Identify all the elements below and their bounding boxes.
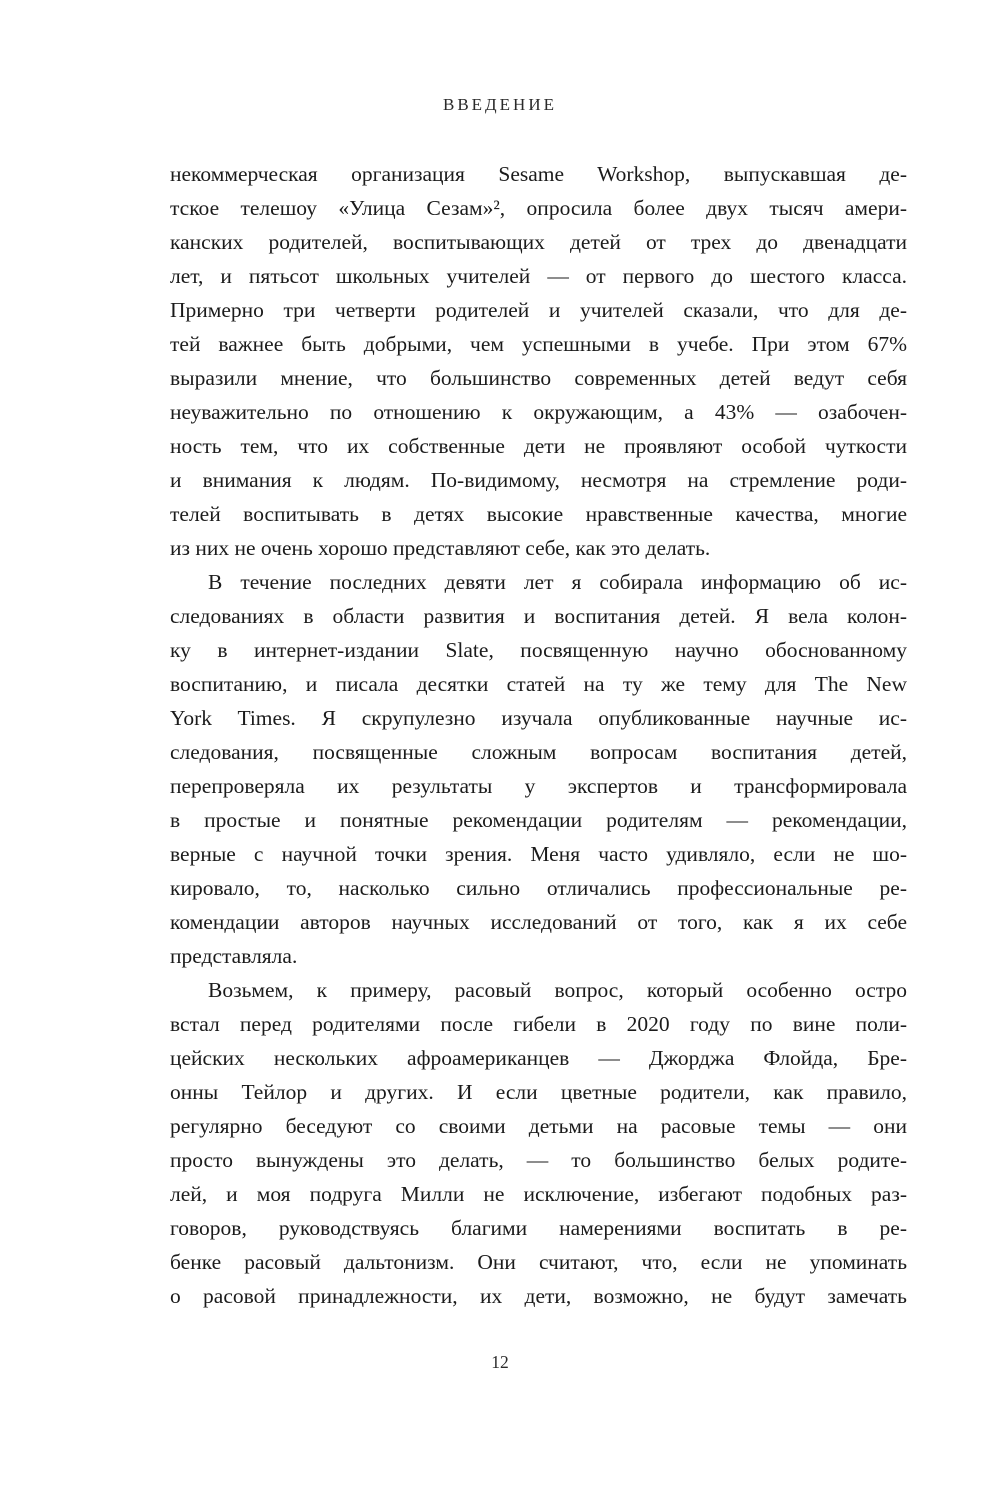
text-line: регулярно беседуют со своими детьми на расовые темы — они: [170, 1114, 907, 1138]
text-line: канских родителей, воспитывающих детей от трех до двенадцати: [170, 230, 907, 254]
text-line: представляла.: [170, 944, 298, 968]
text-line: В течение последних девяти лет я собирала информацию об ис-: [208, 570, 907, 594]
text-line: телей воспитывать в детях высокие нравственные качества, многие: [170, 502, 907, 526]
text-line: тское телешоу «Улица Сезам»², опросила более двух тысяч амери-: [170, 196, 907, 220]
text-line: неуважительно по отношению к окружающим, а 43% — озабочен-: [170, 400, 907, 424]
text-line: Возьмем, к примеру, расовый вопрос, который особенно остро: [208, 978, 907, 1002]
chapter-header: ВВЕДЕНИЕ: [443, 95, 557, 114]
text-line: выразили мнение, что большинство современных детей ведут себя: [170, 366, 907, 390]
paragraph: [170, 973, 907, 1313]
text-line: тей важнее быть добрыми, чем успешными в учебе. При этом 67%: [170, 332, 907, 356]
paragraph: [170, 157, 907, 565]
text-line: некоммерческая организация Sesame Workshop, выпускавшая де-: [170, 162, 907, 186]
page-number: 12: [491, 1352, 509, 1372]
text-line: и внимания к людям. По-видимому, несмотря на стремление роди-: [170, 468, 907, 492]
text-line: Примерно три четверти родителей и учителей сказали, что для де-: [170, 298, 907, 322]
text-line: ность тем, что их собственные дети не проявляют особой чуткости: [170, 434, 907, 458]
text-line: York Times. Я скрупулезно изучала опубликованные научные ис-: [170, 706, 907, 730]
text-line: воспитанию, и писала десятки статей на ту же тему для The New: [170, 672, 907, 696]
text-line: верные с научной точки зрения. Меня часто удивляло, если не шо-: [170, 842, 907, 866]
text-line: ку в интернет-издании Slate, посвященную научно обоснованному: [170, 638, 907, 662]
text-line: говоров, руководствуясь благими намерениями воспитать в ре-: [170, 1216, 907, 1240]
paragraph: [170, 565, 907, 973]
text-line: о расовой принадлежности, их дети, возможно, не будут замечать: [170, 1284, 907, 1308]
text-line: перепроверяла их результаты у экспертов и трансформировала: [170, 774, 907, 798]
text-line: онны Тейлор и других. И если цветные родители, как правило,: [170, 1080, 907, 1104]
body-text: [170, 157, 907, 1313]
text-line: лей, и моя подруга Милли не исключение, избегают подобных раз-: [170, 1182, 907, 1206]
text-line: кировало, то, насколько сильно отличались профессиональные ре-: [170, 876, 907, 900]
text-line: лет, и пятьсот школьных учителей — от первого до шестого класса.: [170, 264, 907, 288]
text-line: бенке расовый дальтонизм. Они считают, что, если не упоминать: [170, 1250, 907, 1274]
text-line: в простые и понятные рекомендации родителям — рекомендации,: [170, 808, 907, 832]
text-line: цейских нескольких афроамериканцев — Джорджа Флойда, Бре-: [170, 1046, 907, 1070]
text-line: из них не очень хорошо представляют себе, как это делать.: [170, 536, 711, 560]
text-line: комендации авторов научных исследований от того, как я их себе: [170, 910, 907, 934]
text-line: следованиях в области развития и воспитания детей. Я вела колон-: [170, 604, 907, 628]
text-line: следования, посвященные сложным вопросам воспитания детей,: [170, 740, 907, 764]
text-line: встал перед родителями после гибели в 2020 году по вине поли-: [170, 1012, 907, 1036]
text-line: просто вынуждены это делать, — то большинство белых родите-: [170, 1148, 907, 1172]
